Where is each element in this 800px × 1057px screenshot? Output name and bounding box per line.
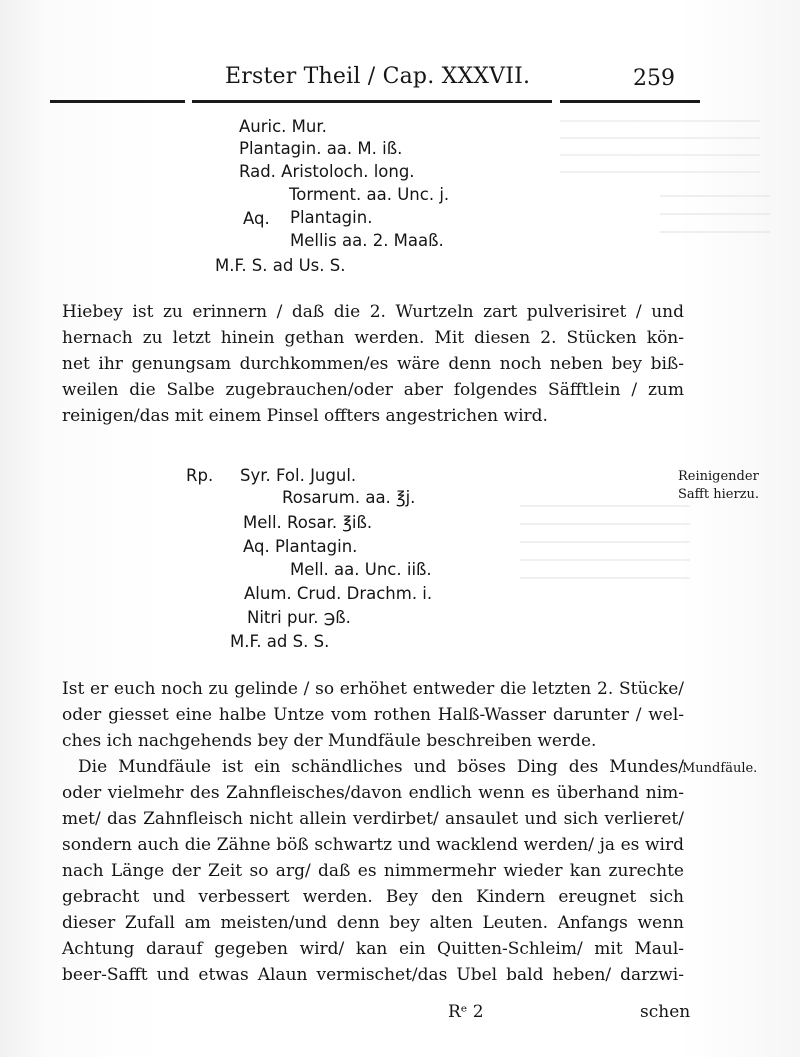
bleed-through-block <box>560 120 760 180</box>
recipe-line: Aq. Plantagin. <box>243 537 358 556</box>
recipe-line: Alum. Crud. Drachm. i. <box>244 584 433 603</box>
recipe-line: Plantagin. <box>290 208 373 227</box>
text-line: oder vielmehr des Zahnfleisches/davon endlich wenn es überhand nim- <box>62 783 684 803</box>
recipe-line: Torment. aa. Unc. j. <box>289 185 450 204</box>
bleed-through-block <box>520 505 690 585</box>
running-head: Erster Theil / Cap. XXXVII. <box>225 64 531 89</box>
text-line: net ihr genungsam durchkommen/es wäre denn noch neben bey biß- <box>62 354 684 374</box>
catchword: schen <box>640 1002 691 1022</box>
paragraph-3 <box>62 754 684 988</box>
text-line: met/ das Zahnfleisch nicht allein verdirbet/ ansaulet und sich verlieret/ <box>62 809 684 829</box>
text-line: reinigen/das mit einem Pinsel offters angestrichen wird. <box>62 406 548 426</box>
text-line: sondern auch die Zähne böß schwartz und wacklend werden/ ja es wird <box>62 835 684 855</box>
recipe-line: Aq. <box>243 209 270 228</box>
header-rule <box>50 100 185 103</box>
recipe-line: Mell. aa. Unc. iiß. <box>290 560 432 579</box>
header-rule <box>560 100 700 103</box>
margin-note: Safft hierzu. <box>678 487 760 502</box>
recipe-line: Auric. Mur. <box>239 117 327 136</box>
text-line: Die Mundfäule ist ein schändliches und böses Ding des Mundes/ <box>78 757 684 777</box>
paragraph-2 <box>62 676 684 754</box>
text-line: oder giesset eine halbe Untze vom rothen Halß-Wasser darunter / wel- <box>62 705 684 725</box>
text-line: ches ich nachgehends bey der Mundfäule beschreiben werde. <box>62 731 597 751</box>
recipe-line: Nitri pur. ℈ß. <box>247 608 351 627</box>
text-line: Ist er euch noch zu gelinde / so erhöhet entweder die letzten 2. Stücke/ <box>62 679 684 699</box>
recipe-line: M.F. ad S. S. <box>230 632 330 651</box>
bleed-through-block <box>660 195 770 235</box>
recipe-line: Mellis aa. 2. Maaß. <box>290 231 444 250</box>
recipe-line: Syr. Fol. Jugul. <box>240 466 357 485</box>
recipe-line: Mell. Rosar. ℥iß. <box>243 513 373 532</box>
text-line: Achtung darauf gegeben wird/ kan ein Quitten-Schleim/ mit Maul- <box>62 939 684 959</box>
recipe-rp-label: Rp. <box>186 466 214 485</box>
header-rule <box>192 100 552 103</box>
recipe-line: Rosarum. aa. ℥j. <box>282 488 416 507</box>
margin-note: Reinigender <box>678 469 759 484</box>
text-line: nach Länge der Zeit so arg/ daß es nimmermehr wieder kan zurechte <box>62 861 684 881</box>
paragraph-1 <box>62 299 684 429</box>
text-line: dieser Zufall am meisten/und denn bey alten Leuten. Anfangs wenn <box>62 913 684 933</box>
page-header <box>50 64 760 104</box>
text-line: beer-Safft und etwas Alaun vermischet/das Ubel bald heben/ darzwi- <box>62 965 684 985</box>
recipe-line: M.F. S. ad Us. S. <box>215 256 346 275</box>
text-line: hernach zu letzt hinein gethan werden. Mit diesen 2. Stücken kön- <box>62 328 684 348</box>
recipe-line: Plantagin. aa. M. iß. <box>239 139 403 158</box>
text-line: weilen die Salbe zugebrauchen/oder aber folgendes Säfftlein / zum <box>62 380 684 400</box>
signature-mark: Rᵉ 2 <box>448 1002 484 1022</box>
margin-note: Mundfäule. <box>682 761 758 776</box>
text-line: Hiebey ist zu erinnern / daß die 2. Wurtzeln zart pulverisiret / und <box>62 302 684 322</box>
text-line: gebracht und verbessert werden. Bey den Kindern ereugnet sich <box>62 887 684 907</box>
page-number: 259 <box>633 66 675 91</box>
recipe-line: Rad. Aristoloch. long. <box>239 162 415 181</box>
